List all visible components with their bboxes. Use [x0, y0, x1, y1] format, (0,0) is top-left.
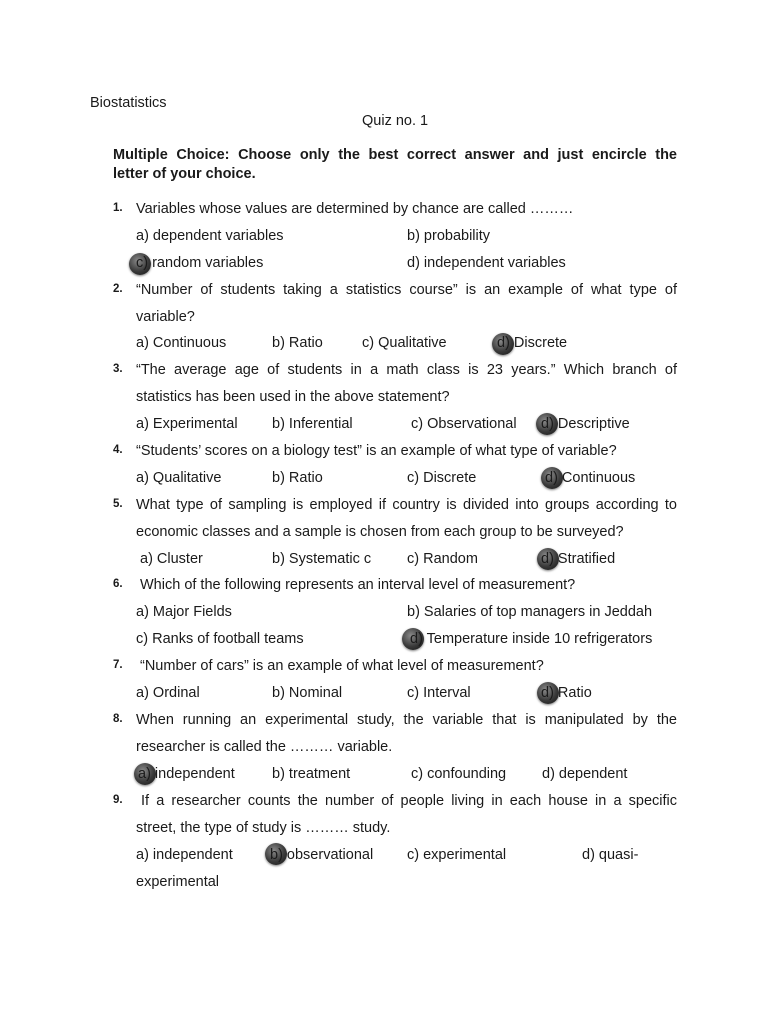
option-c[interactable]: c) Ranks of football teams [136, 631, 304, 647]
option-b[interactable]: b) probability [407, 228, 491, 244]
option-d-selected[interactable]: d) Stratified [541, 551, 616, 567]
question-number: 5. [113, 498, 123, 510]
option-d-selected[interactable]: d) Discrete [497, 335, 568, 351]
option-a[interactable]: a) independent [136, 847, 233, 863]
question-number: 3. [113, 363, 123, 375]
question-text: If a researcher counts the number of people living in each house in a specific [141, 793, 677, 809]
question-number: 7. [113, 659, 123, 671]
option-a[interactable]: a) Experimental [136, 416, 238, 432]
option-d-selected[interactable]: d) Descriptive [541, 416, 630, 432]
question-text: Which of the following represents an interval level of measurement? [140, 577, 576, 593]
question-number: 8. [113, 713, 123, 725]
option-a[interactable]: a) Qualitative [136, 470, 222, 486]
option-d-selected[interactable]: d) Temperature inside 10 refrigerators [410, 631, 653, 647]
option-c[interactable]: c) Qualitative [362, 335, 447, 351]
question-text: “Students’ scores on a biology test” is an example of what type of variable? [136, 443, 617, 459]
option-b[interactable]: b) Inferential [272, 416, 353, 432]
question-number: 9. [113, 794, 123, 806]
question-text: When running an experimental study, the variable that is manipulated by the [136, 712, 677, 728]
quiz-title: Quiz no. 1 [362, 113, 429, 129]
option-b[interactable]: b) Ratio [272, 470, 323, 486]
option-c[interactable]: c) Random [407, 551, 478, 567]
option-a[interactable]: a) Cluster [140, 551, 203, 567]
option-d-continued: experimental [136, 874, 220, 890]
option-d[interactable]: d) quasi- [582, 847, 639, 863]
question-text: statistics has been used in the above statement? [136, 389, 450, 405]
option-b[interactable]: b) Salaries of top managers in Jeddah [407, 604, 653, 620]
question-text: variable? [136, 309, 195, 325]
question-text: economic classes and a sample is chosen from each group to be surveyed? [136, 524, 624, 540]
option-d-selected[interactable]: d) Continuous [545, 470, 636, 486]
question-number: 4. [113, 444, 123, 456]
option-a[interactable]: a) Continuous [136, 335, 227, 351]
option-a[interactable]: a) Ordinal [136, 685, 200, 701]
option-c[interactable]: c) Observational [411, 416, 517, 432]
option-c[interactable]: c) Discrete [407, 470, 477, 486]
option-b-selected[interactable]: b) observational [270, 847, 374, 863]
question-text: “Number of cars” is an example of what level of measurement? [140, 658, 544, 674]
option-d[interactable]: d) dependent [542, 766, 628, 782]
option-c[interactable]: c) confounding [411, 766, 507, 782]
question-number: 6. [113, 578, 123, 590]
option-b[interactable]: b) Ratio [272, 335, 323, 351]
option-b[interactable]: b) treatment [272, 766, 351, 782]
instructions-line-1: Multiple Choice: Choose only the best correct answer and just encircle the [113, 147, 677, 163]
option-c[interactable]: c) Interval [407, 685, 471, 701]
question-number: 2. [113, 283, 123, 295]
question-text: What type of sampling is employed if country is divided into groups according to [136, 497, 677, 513]
option-a[interactable]: a) dependent variables [136, 228, 284, 244]
subject-heading: Biostatistics [90, 95, 167, 111]
option-b[interactable]: b) Systematic c [272, 551, 372, 567]
question-number: 1. [113, 202, 123, 214]
question-text: Variables whose values are determined by chance are called ……… [136, 201, 574, 217]
option-a[interactable]: a) Major Fields [136, 604, 232, 620]
question-text: street, the type of study is ……… study. [136, 820, 391, 836]
question-text: researcher is called the ……… variable. [136, 739, 393, 755]
option-c[interactable]: c) experimental [407, 847, 507, 863]
option-d-selected[interactable]: d) Ratio [541, 685, 592, 701]
instructions-line-2: letter of your choice. [113, 166, 256, 182]
question-text: “The average age of students in a math class is 23 years.” Which branch of [136, 362, 677, 378]
option-d[interactable]: d) independent variables [407, 255, 566, 271]
option-b[interactable]: b) Nominal [272, 685, 343, 701]
option-c-selected[interactable]: c) random variables [136, 255, 264, 271]
option-a-selected[interactable]: a) independent [138, 766, 235, 782]
question-text: “Number of students taking a statistics course” is an example of what type of [136, 282, 677, 298]
